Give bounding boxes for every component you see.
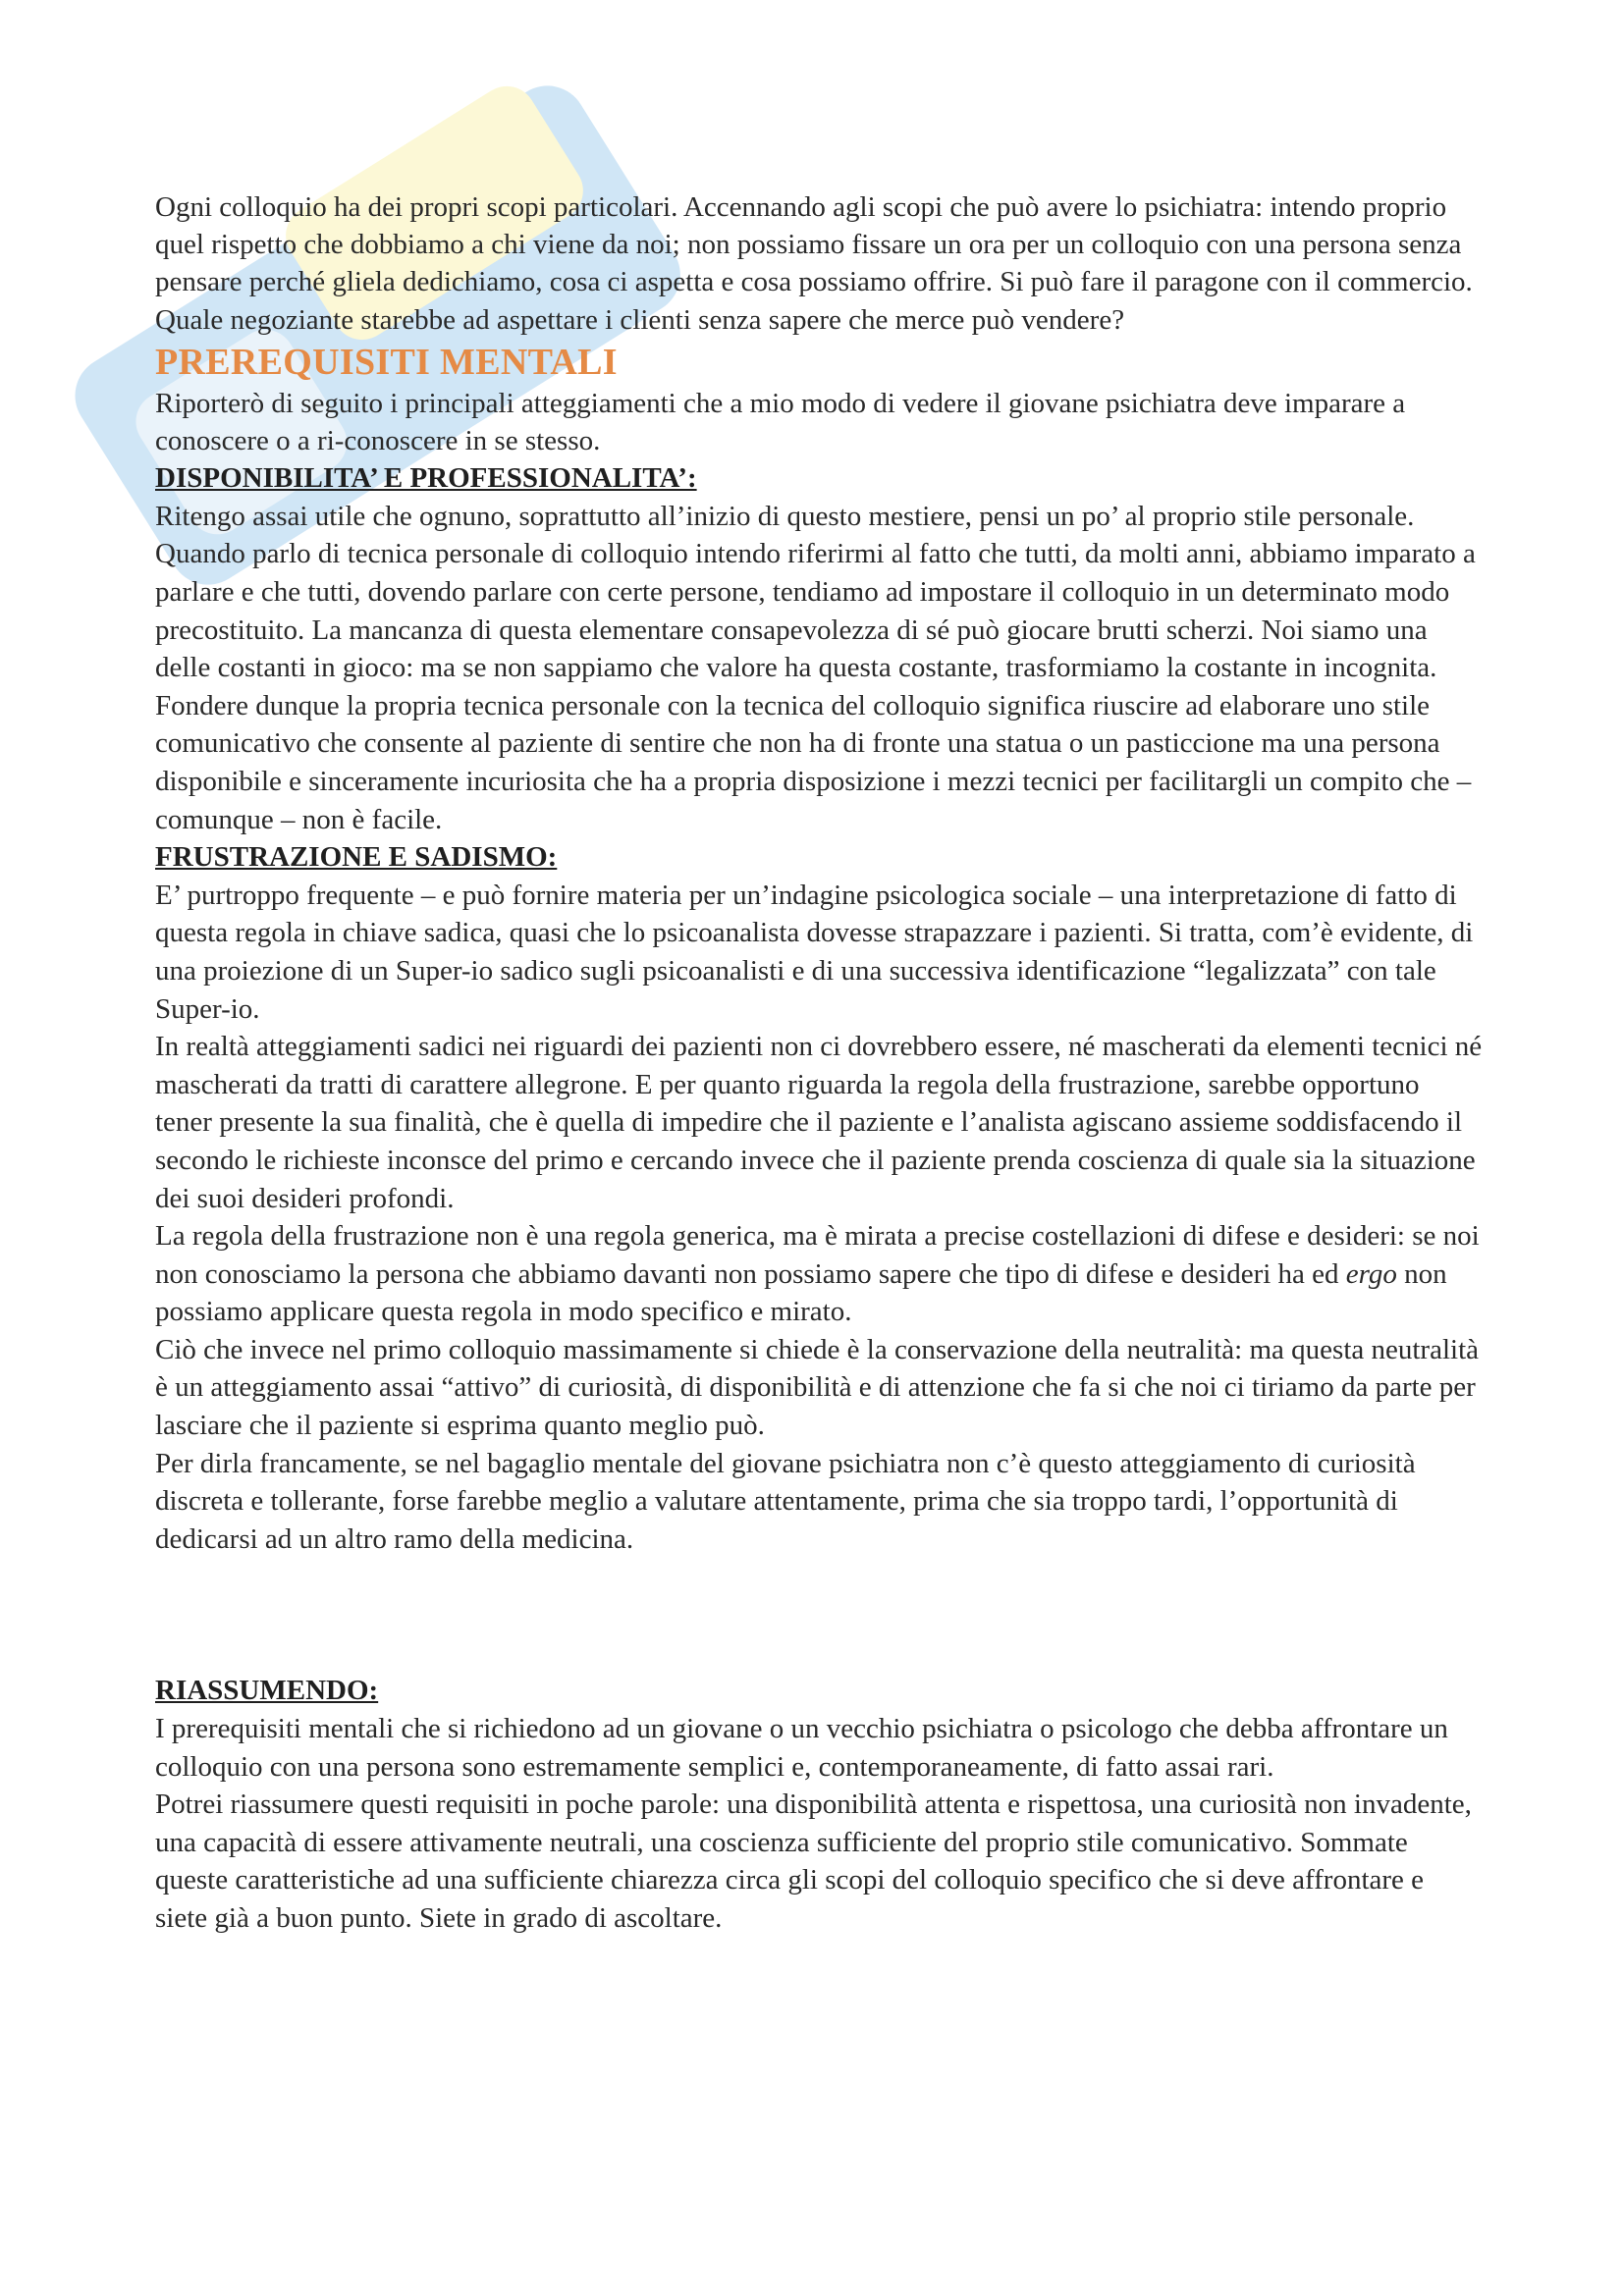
blank-gap [155, 1558, 1483, 1672]
frustrazione-paragraph-4: Ciò che invece nel primo colloquio massimamente si chiede è la conservazione della neutralità: ma questa neutralità è un atteggiamento assai “attivo” di curiosità, di disponibilità e di attenzione che fa si che noi ci tiriamo da parte per lasciare che il paziente si esprima quanto meglio può. [155, 1333, 1480, 1442]
document-page [155, 188, 1483, 1938]
frustrazione-paragraph-1: E’ purtroppo frequente – e può fornire materia per un’indagine psicologica sociale – una interpretazione di fatto di questa regola in chiave sadica, quasi che lo psicoanalista dovesse strapazzare i pazienti. Si tratta, com’è evidente, di una proiezione di un Super-io sadico sugli psicoanalisti e di una successiva identificazione “legalizzata” con tale Super-io. [155, 879, 1474, 1025]
disponibilita-paragraph-3: Fondere dunque la propria tecnica personale con la tecnica del colloquio significa riuscire ad elaborare uno stile comunicativo che consente al paziente di sentire che non ha di fronte una statua o un pasticcione ma una persona disponibile e sinceramente incuriosita che ha a propria disposizione i mezzi tecnici per facilitargli un compito che – comunque – non è facile. [155, 689, 1472, 835]
section-intro-paragraph: Riporterò di seguito i principali atteggiamenti che a mio modo di vedere il giovane psichiatra deve imparare a conoscere o a ri-conoscere in se stesso. [155, 387, 1406, 457]
frustrazione-p3-italic: ergo [1345, 1257, 1397, 1290]
disponibilita-paragraph-1: Ritengo assai utile che ognuno, soprattutto all’inizio di questo mestiere, pensi un po’ al proprio stile personale. [155, 500, 1415, 532]
frustrazione-paragraph-5: Per dirla francamente, se nel bagaglio mentale del giovane psichiatra non c’è questo atteggiamento di curiosità discreta e tollerante, forse farebbe meglio a valutare attentamente, prima che sia troppo tardi, l’opportunità di dedicarsi ad un altro ramo della medicina. [155, 1447, 1416, 1555]
riassumendo-paragraph-2: Potrei riassumere questi requisiti in poche parole: una disponibilità attenta e rispettosa, una curiosità non invadente, una capacità di essere attivamente neutrali, una coscienza sufficiente del proprio stile comunicativo. Sommate queste caratteristiche ad una sufficiente chiarezza circa gli scopi del colloquio specifico che si deve affrontare e siete già a buon punto. Siete in grado di ascoltare. [155, 1789, 1472, 1934]
disponibilita-paragraph-2: Quando parlo di tecnica personale di colloquio intendo riferirmi al fatto che tutti, da molti anni, abbiamo imparato a parlare e che tutti, dovendo parlare con certe persone, tendiamo ad impostare il colloquio in un determinato modo precostituito. La mancanza di questa elementare consapevolezza di sé può giocare brutti scherzi. Noi siamo una delle costanti in gioco: ma se non sappiamo che valore ha questa costante, trasformiamo la costante in incognita. [155, 538, 1476, 684]
heading-riassumendo: RIASSUMENDO: [155, 1675, 379, 1707]
frustrazione-paragraph-2: In realtà atteggiamenti sadici nei riguardi dei pazienti non ci dovrebbero essere, né mascherati da elementi tecnici né mascherati da tratti di carattere allegrone. E per quanto riguarda la regola della frustrazione, sarebbe opportuno tener presente la sua finalità, che è quella di impedire che il paziente e l’analista agiscano assieme soddisfacendo il secondo le richieste inconsce del primo e cercando invece che il paziente prenda coscienza di quale sia la situazione dei suoi desideri profondi. [155, 1031, 1483, 1214]
frustrazione-paragraph-3 [155, 1217, 1483, 1331]
frustrazione-p3-before: La regola della frustrazione non è una regola generica, ma è mirata a precise costellazioni di difese e desideri: se noi non conosciamo la persona che abbiamo davanti non possiamo sapere che tipo di difese e desideri ha ed [155, 1220, 1480, 1290]
heading-frustrazione: FRUSTRAZIONE E SADISMO: [155, 841, 558, 874]
heading-disponibilita: DISPONIBILITA’ E PROFESSIONALITA’: [155, 462, 697, 495]
intro-paragraph: Ogni colloquio ha dei propri scopi particolari. Accennando agli scopi che può avere lo psichiatra: intendo proprio quel rispetto che dobbiamo a chi viene da noi; non possiamo fissare un ora per un colloquio con una persona senza pensare perché gliela dedichiamo, cosa ci aspetta e cosa possiamo offrire. Si può fare il paragone con il commercio. Quale negoziante starebbe ad aspettare i clienti senza sapere che merce può vendere? [155, 191, 1473, 336]
section-title: PREREQUISITI MENTALI [155, 341, 618, 383]
frustrazione-p3-after: non possiamo applicare questa regola in modo specifico e mirato. [155, 1257, 1447, 1328]
riassumendo-paragraph-1: I prerequisiti mentali che si richiedono ad un giovane o un vecchio psichiatra o psicologo che debba affrontare un colloquio con una persona sono estremamente semplici e, contemporaneamente, di fatto assai rari. [155, 1713, 1448, 1783]
